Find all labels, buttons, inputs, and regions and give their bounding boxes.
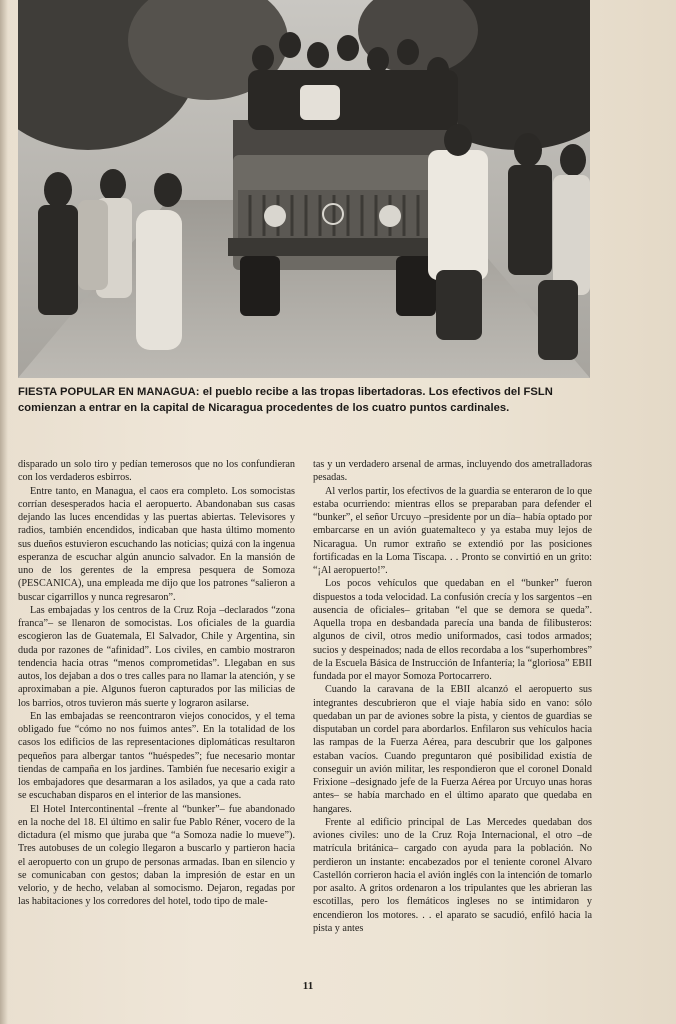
- paragraph: En las embajadas se reencontraron viejos conocidos, y el tema obligado fue “cómo no nos fuimos antes”. En la totalidad de los casos los edificios de las representaciones diplomáticas resultaron pequeños para albergar tantos “huéspedes”; fue necesario montar tiendas de campaña en los jardines. También fue necesario exigir a los embajadores que desarmaran a los asilados, ya que a cada rato se escuchaban disparos en el interior de las mansiones.: [18, 710, 295, 802]
- news-photo: [18, 0, 590, 378]
- paragraph: Los pocos vehículos que quedaban en el “bunker” fueron dispuestos a toda velocidad. La confusión crecía y los sargentos –en ausencia de oficiales– gritaban “el que se demora se queda”. Aquella tropa en desbandada parecía una banda de filibusteros: algunos de civil, otros medio uniformados, casi todos armados; sucios y despeinados; nada de ellos recordaba a los “superhombres” de la Escuela Básica de Instrucción de Infantería; la “gloriosa” EBII fundada por el mayor Somoza Portocarrero.: [313, 578, 592, 682]
- paragraph: tas y un verdadero arsenal de armas, incluyendo dos ametralladoras pesadas.: [313, 459, 592, 484]
- page-shadow-edge: [0, 0, 8, 1024]
- paragraph: Frente al edificio principal de Las Mercedes quedaban dos aviones civiles: uno de la Cruz Roja Internacional, el otro –de matrícula británica– cargado con ayuda para la población. No perdieron un instante: encabezados por el teniente coronel Alvaro Castellón corrieron hacia el avión inglés con la intención de tomarlo por asalto. A gritos ordenaron a los tripulantes que les abrieran las escotillas, pero los flemáticos ingleses no se intimidaron y encendieron los motores. . . el aparato se sacudió, enfiló hacia la pista y antes: [313, 816, 592, 934]
- left-text-column: [18, 458, 295, 909]
- caption-lead: FIESTA POPULAR EN MANAGUA:: [18, 386, 200, 398]
- paragraph: disparado un solo tiro y pedían temerosos que no los confundieran con los verdaderos esbirros.: [18, 459, 295, 484]
- photo-caption: [18, 384, 590, 416]
- paragraph: El Hotel Intercontinental –frente al “bunker”– fue abandonado en la noche del 18. El último en salir fue Pablo Réner, vocero de la dictadura (el mismo que juraba que “a Somoza nadie lo mueve”). Tres autobuses de un colegio llegaron a buscarlo y partieron hacia el aeropuerto con un grupo de personas armadas. Iban en silencio y se comunicaban con gestos; daban la impresión de estar en un velorio, y de hecho, velaban al somocismo. Dejaron, regadas por las habitaciones y los corredores del hotel, todo tipo de male-: [18, 803, 295, 908]
- right-text-column: [313, 458, 592, 935]
- paragraph: Entre tanto, en Managua, el caos era completo. Los somocistas corrían desesperados hacia el aeropuerto. Abandonaban sus casas dejando las luces encendidas y las puertas abiertas. Televisores y radios, también encendidos, indicaban que hasta último momento sus dueños estuvieron escuchando las noticias; quizá con la ingenua esperanza de escuchar algún anuncio salvador. En la mansión de uno de los gerentes de la empresa pesquera de Somoza (PESCANICA), una empleada me dijo que los patrones “salieron a buscar cigarrillos y nunca regresaron”.: [18, 485, 295, 603]
- paragraph: Las embajadas y los centros de la Cruz Roja –declarados “zona franca”– se llenaron de somocistas. Los oficiales de la guardia escogieron las de Guatemala, El Salvador, Chile y Argentina, sin duda por razones de “afinidad”. Los civiles, en cambio mostraron tendencia hacia otras “menos comprometidas”. Llegaban en sus autos, los dejaban a dos o tres calles para no llamar la atención, y se aproximaban a pie. Algunos fueron capturados por las milicias de los barrios, otros tuvieron más suerte y lograron asilarse.: [18, 604, 295, 709]
- paragraph: Al verlos partir, los efectivos de la guardia se enteraron de lo que estaba ocurriendo: mientras ellos se preparaban para defender el “bunker”, el señor Urcuyo –presidente por un día– había optado por embarcarse en un avión guatemalteco y ya estaba muy lejos de Nicaragua. Un rumor extraño se extendió por las posiciones fortificadas en la Loma Tiscapa. . . Pronto se convirtió en un grito: “¡Al aeropuerto!”.: [313, 485, 592, 576]
- page-number: 11: [302, 980, 314, 992]
- photo-illustration: [18, 0, 590, 378]
- paragraph: Cuando la caravana de la EBII alcanzó el aeropuerto sus integrantes descubrieron que el viaje había sido en vano: sólo quedaban un par de aviones sobre la pista, y cientos de guardias se disputaban un cordel para abordarlos. Enfilaron sus vehículos hacia las rampas de la Fuerza Aérea, para descubrir que los galpones estaban vacíos. Cuando preguntaron qué posibilidad existía de conseguir un avión militar, les respondieron que el coronel Donald Frixione –designado jefe de la Fuerza Aérea por Urcuyo unas horas antes– se había marchado en el último aparato que quedaba en hangares.: [313, 684, 592, 815]
- caption-text: el pueblo recibe a las tropas libertadoras. Los efectivos del FSLN comienzan a entrar en la capital de Nicaragua procedentes de los cuatro puntos cardinales.: [18, 386, 553, 414]
